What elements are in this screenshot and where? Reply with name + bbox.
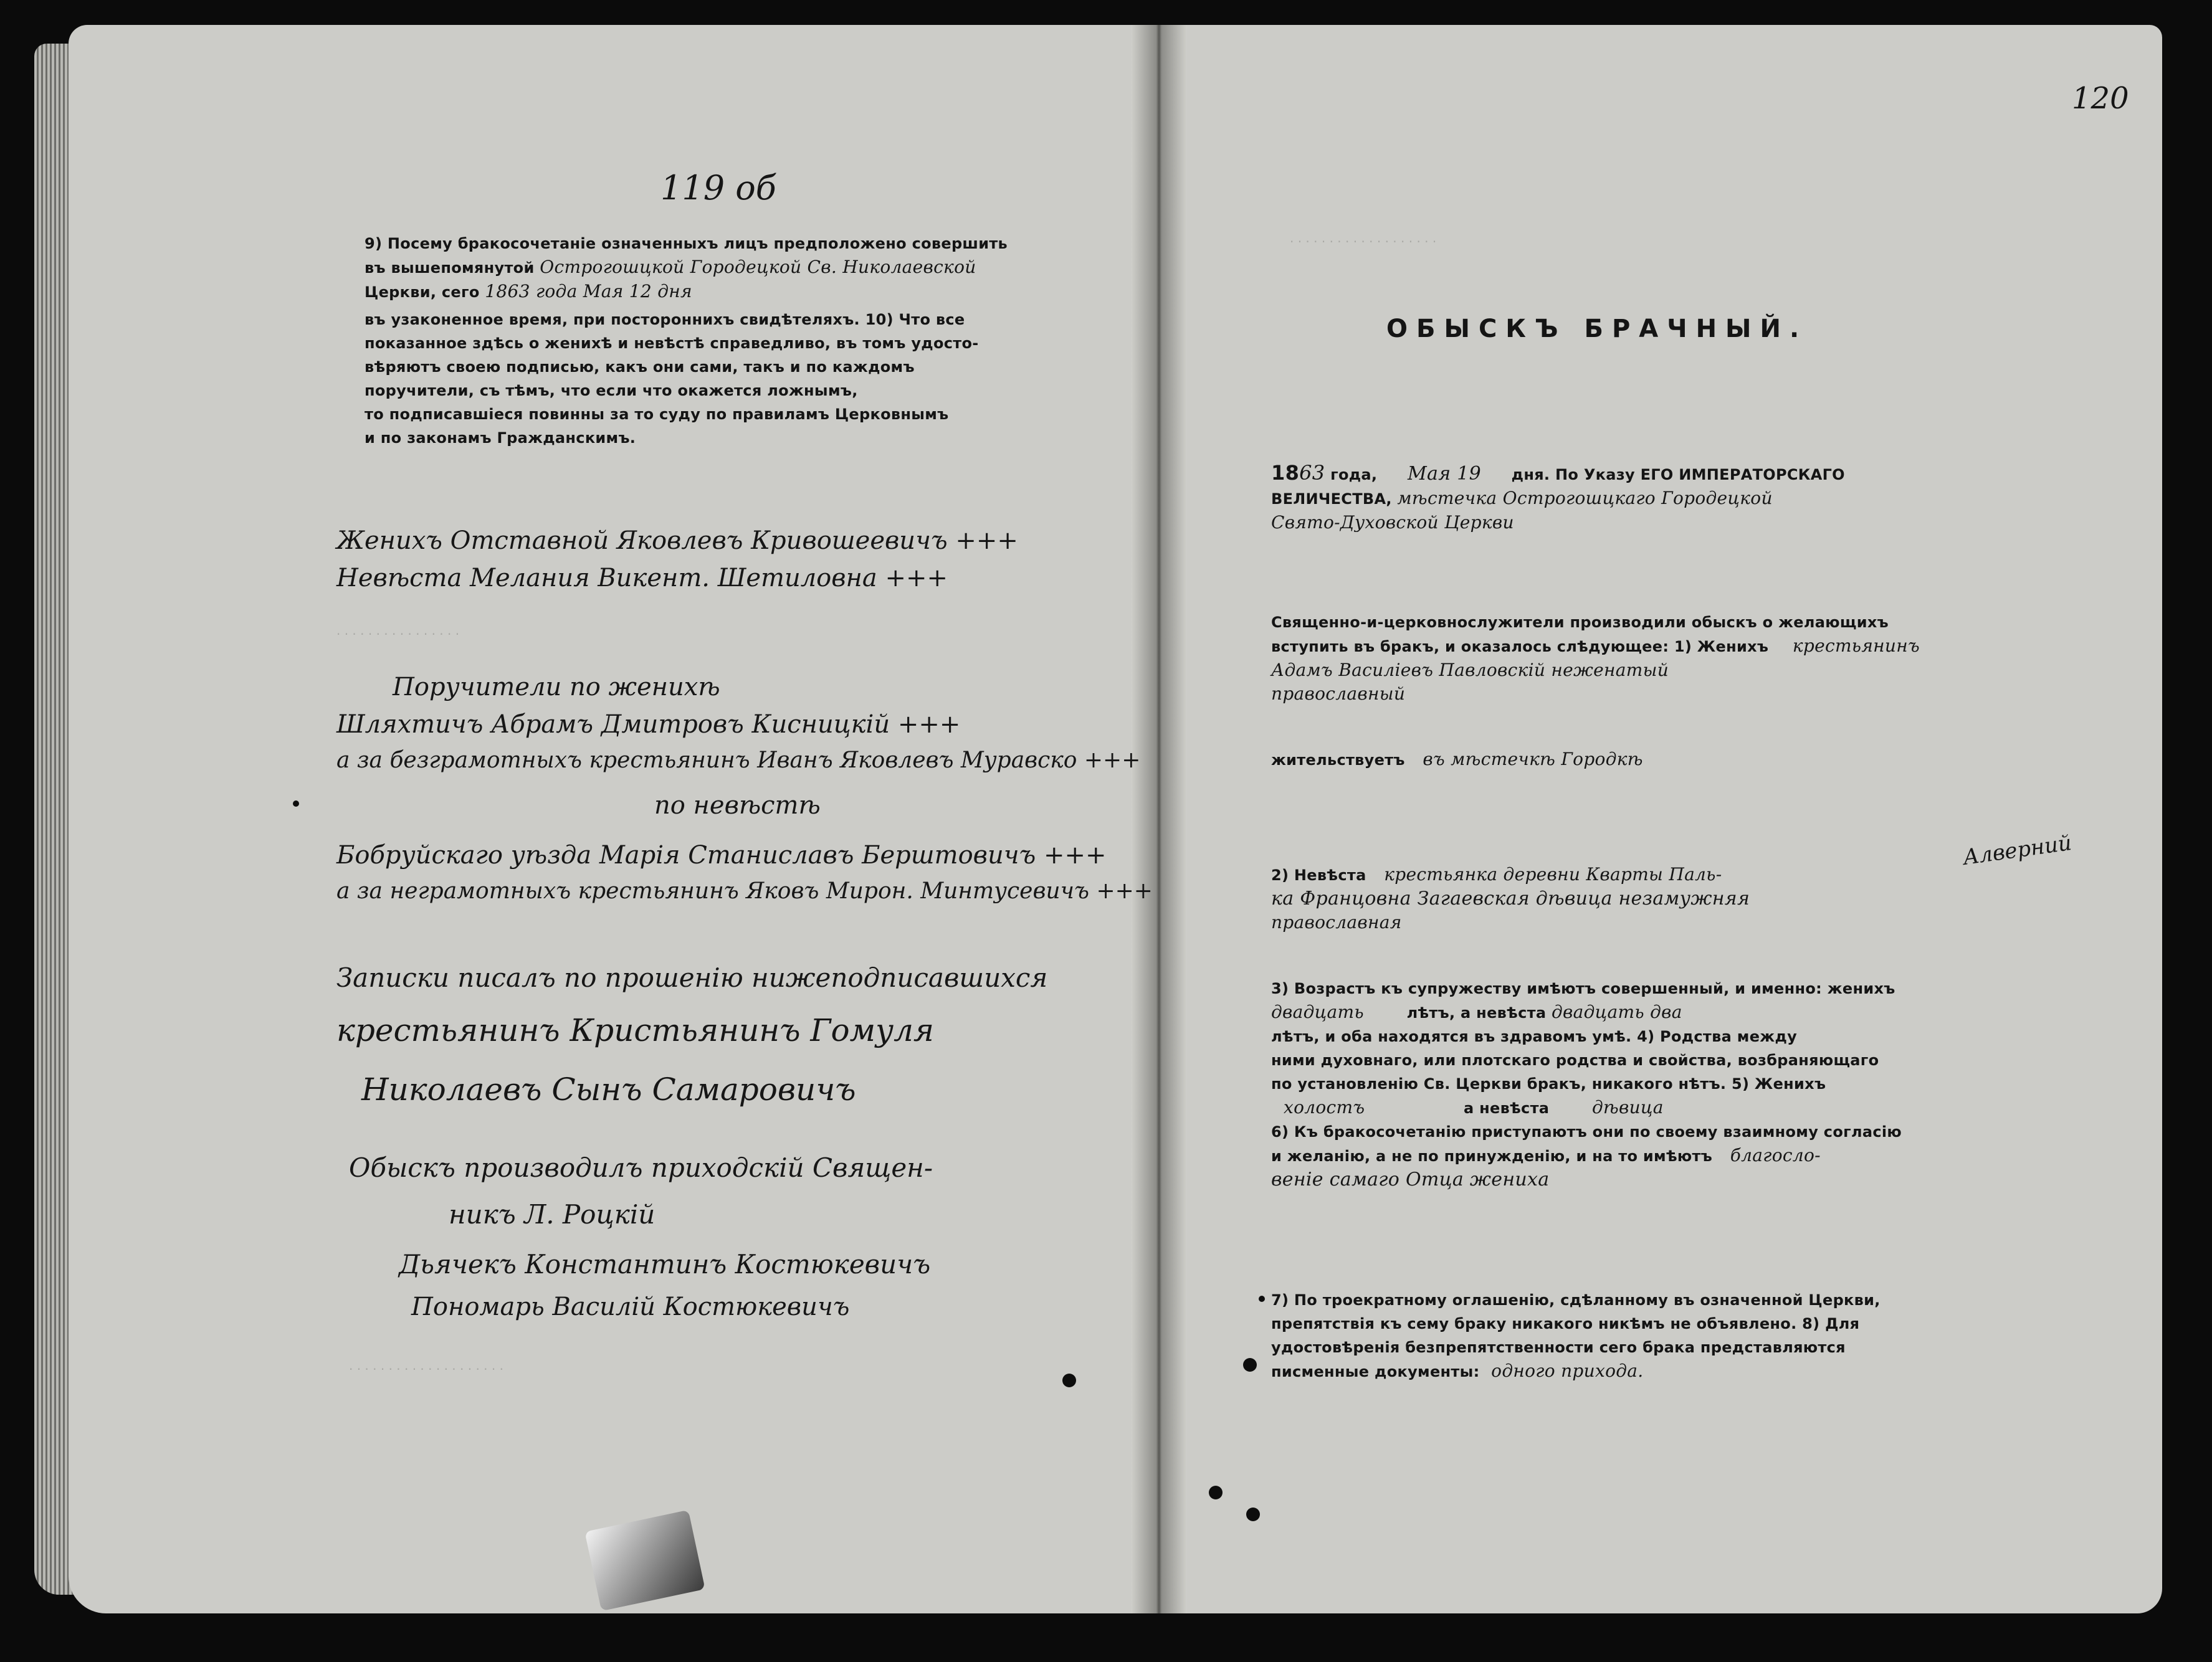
age-paragraph <box>1271 977 1902 1192</box>
para9-line: 9) Посему бракосочетаніе означенныхъ лицъ предположено совершить <box>365 235 1008 252</box>
printed-text: лѣтъ, а невѣста <box>1406 1004 1547 1022</box>
printed-text: въ вышепомянутой <box>365 259 535 277</box>
guarantors-bride-heading: по невѣстѣ <box>654 791 821 820</box>
banns-line: 7) По троекратному оглашенію, сдѣланному въ означенной Церкви, <box>1271 1291 1881 1309</box>
handwritten-church: мѣстечка Острогошцкаго Городецкой <box>1397 488 1773 508</box>
age-line <box>1271 1000 1902 1025</box>
printed-text: 18 <box>1271 461 1300 485</box>
para9-line: поручители, съ тѣмъ, что если что окажется ложнымъ, <box>365 382 858 399</box>
printed-text: а невѣста <box>1464 1099 1550 1117</box>
guarantors-groom-heading: Поручители по женихѣ <box>393 673 720 701</box>
handwritten-bride: православная <box>1271 912 1402 933</box>
para9-line: то подписавшіеся повинны за то суду по правиламъ Церковнымъ <box>365 406 949 423</box>
age-line <box>1271 1096 1902 1120</box>
handwritten-groom: Адамъ Василіевъ Павловскій неженатый <box>1271 660 1669 680</box>
printed-text: жительствуетъ <box>1271 751 1405 769</box>
handwritten-groom-age: двадцать <box>1271 1002 1364 1022</box>
age-line <box>1271 1144 1902 1168</box>
handwritten-church-name: Острогошцкой Городецкой Св. Николаевской <box>540 257 976 277</box>
para9-line: вѣряютъ своею подписью, какъ они сами, такъ и по каждомъ <box>365 358 915 376</box>
date-block <box>1271 461 1845 534</box>
para9-line: въ узаконенное время, при постороннихъ свидѣтеляхъ. 10) Что все <box>365 311 965 328</box>
margin-note: Алверний <box>1962 830 2074 871</box>
para9-line <box>365 255 1008 280</box>
handwritten-bride: ка Францовна Загаевская дѣвица незамужняя <box>1271 888 1750 909</box>
document-title: ОБЫСКЪ БРАЧНЫЙ. <box>1386 315 1808 343</box>
search-line: Священно-и-церковнослужители производили обыскъ о желающихъ <box>1271 614 1889 631</box>
para9-text <box>365 232 1008 450</box>
handwritten-blessing: веніе самаго Отца жениха <box>1271 1169 1550 1190</box>
priest-signature: никъ Л. Роцкій <box>449 1199 655 1230</box>
bleed-through-text: . . . . . . . . . . . . . . . . . . . <box>1290 230 1437 245</box>
age-line: 3) Возрастъ къ супружеству имѣютъ совершенный, и именно: женихъ <box>1271 980 1895 997</box>
printed-text: вступить въ бракъ, и оказалось слѣдующее: 1) Женихъ <box>1271 638 1769 655</box>
signature-guarantor: Бобруйскаго уѣзда Марія Станиславъ Берштовичъ +++ <box>336 841 1107 870</box>
bride-block <box>1271 863 1750 934</box>
handwritten-bride: крестьянка деревни Кварты Паль- <box>1384 864 1722 885</box>
search-paragraph <box>1271 610 1920 706</box>
age-line: лѣтъ, и оба находятся въ здравомъ умѣ. 4) Родства между <box>1271 1028 1798 1045</box>
age-line: 6) Къ бракосочетанію приступаютъ они по своему взаимному согласію <box>1271 1123 1902 1141</box>
scribe-name: крестьянинъ Кристьянинъ Гомуля <box>336 1012 935 1048</box>
handwritten-blessing: благосло- <box>1730 1145 1821 1166</box>
ink-blot <box>293 800 299 807</box>
sexton-signature: Пономарь Василій Костюкевичъ <box>411 1293 850 1321</box>
banns-line: препятствія къ сему браку никакого никѣмъ не объявлено. 8) Для <box>1271 1315 1860 1332</box>
printed-text: года, <box>1330 466 1378 483</box>
printed-text: ВЕЛИЧЕСТВА, <box>1271 490 1392 508</box>
handwritten-documents: одного прихода. <box>1491 1360 1644 1381</box>
handwritten-date: 1863 года Мая 12 дня <box>485 281 692 302</box>
handwritten-church: Свято-Духовской Церкви <box>1271 512 1514 533</box>
bleed-through-text: . . . . . . . . . . . . . . . . <box>336 623 460 638</box>
search-line <box>1271 634 1920 658</box>
page-number-left: 119 об <box>660 168 776 207</box>
age-line: ними духовнаго, или плотскаго родства и свойства, возбраняющаго <box>1271 1052 1879 1069</box>
handwritten-date: Мая 19 <box>1408 463 1481 485</box>
scribe-note: Записки писалъ по прошенію нижеподписавшихся <box>336 962 1048 993</box>
signature-groom: Женихъ Отставной Яковлевъ Кривошеевичъ +++ <box>336 526 1018 555</box>
banns-paragraph <box>1271 1288 1881 1384</box>
bleed-through-text: . . . . . . . . . . . . . . . . . . . . <box>349 1358 503 1373</box>
printed-text: писменные документы: <box>1271 1363 1480 1380</box>
bride-line <box>1271 863 1750 887</box>
banns-line <box>1271 1359 1881 1384</box>
scribe-name: Николаевъ Сынъ Самаровичъ <box>361 1071 856 1108</box>
printed-text: 2) Невѣста <box>1271 867 1366 884</box>
handwritten-groom-status: холостъ <box>1284 1097 1365 1118</box>
banns-line: удостовѣренія безпрепятственности сего брака представляются <box>1271 1339 1846 1356</box>
printed-text: дня. По Указу ЕГО ИМПЕРАТОРСКАГО <box>1511 466 1845 483</box>
ink-blot <box>1246 1508 1260 1521</box>
handwritten-bride-age: двадцать два <box>1551 1002 1682 1022</box>
printed-text: Церкви, сего <box>365 283 480 301</box>
ink-blot <box>1209 1486 1223 1499</box>
printed-text: и желанію, а не по принужденію, и на то имѣютъ <box>1271 1147 1713 1165</box>
para9-line: показанное здѣсь о женихѣ и невѣстѣ справедливо, въ томъ удосто- <box>365 335 979 352</box>
handwritten-year: 63 <box>1299 461 1325 485</box>
date-line <box>1271 461 1845 487</box>
residence-line <box>1271 748 1643 772</box>
ink-blot <box>1243 1358 1257 1372</box>
para9-line: и по законамъ Гражданскимъ. <box>365 429 636 447</box>
page-number-right: 120 <box>2072 81 2129 116</box>
date-line <box>1271 487 1845 511</box>
deacon-signature: Дьячекъ Константинъ Костюкевичъ <box>399 1249 931 1280</box>
age-line: по установленію Св. Церкви бракъ, никакого нѣтъ. 5) Женихъ <box>1271 1075 1826 1093</box>
para9-line <box>365 280 1008 304</box>
ink-blot <box>1259 1296 1265 1302</box>
handwritten-bride-status: дѣвица <box>1591 1097 1664 1118</box>
handwritten-residence: въ мѣстечкѣ Городкѣ <box>1423 749 1643 769</box>
priest-signature: Обыскъ производилъ приходскій Священ- <box>349 1152 933 1183</box>
ink-blot <box>1062 1374 1076 1387</box>
handwritten-groom: православный <box>1271 683 1406 704</box>
signature-guarantor: а за неграмотныхъ крестьянинъ Яковъ Мирон. Минтусевичъ +++ <box>336 878 1153 904</box>
handwritten-groom: крестьянинъ <box>1792 635 1920 656</box>
signature-bride: Невѣста Мелания Викент. Шетиловна +++ <box>336 564 948 592</box>
book-gutter <box>1131 25 1187 1613</box>
signature-guarantor: Шляхтичъ Абрамъ Дмитровъ Кисницкій +++ <box>336 710 961 739</box>
signature-guarantor: а за безграмотныхъ крестьянинъ Иванъ Яковлевъ Муравско +++ <box>336 748 1141 773</box>
